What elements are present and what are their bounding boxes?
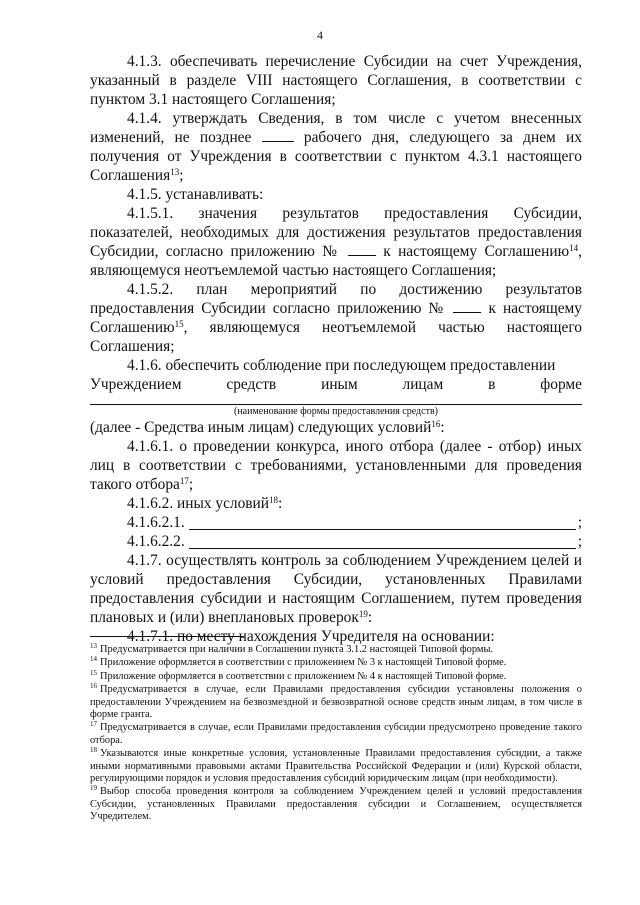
clause-4-1-6-2-1: 4.1.6.2.1. ; bbox=[127, 514, 582, 531]
footnote: $^{18}$ Указываются иные конкретные условия, установленные Правилами предоставления субсидии, а также иными нормативными правовыми актами Правительства Российской Федерации и (или) Курской области, регулирующими порядок и условия предоставления субсидий юридическим лицам (при необходимости). bbox=[90, 746, 582, 785]
annex-number-blank[interactable] bbox=[348, 243, 376, 256]
page-number: 4 bbox=[317, 28, 323, 42]
footnote-separator bbox=[90, 636, 244, 637]
footnote-ref: 14 bbox=[569, 243, 579, 253]
clause-4-1-6-2: 4.1.6.2. иных условий$^{18}$: bbox=[127, 495, 283, 512]
footnotes bbox=[90, 644, 582, 825]
footnote-ref: 13 bbox=[170, 167, 180, 177]
footnote: $^{15}$ Приложение оформляется в соответствии с приложением № 4 к настоящей Типовой форме. bbox=[90, 668, 507, 682]
days-blank[interactable] bbox=[262, 129, 294, 142]
footnote: $^{14}$ Приложение оформляется в соответствии с приложением № 3 к настоящей Типовой форме. bbox=[90, 655, 507, 669]
clause-4-1-7-1: 4.1.7.1. по месту нахождения Учредителя на основании: bbox=[127, 628, 495, 645]
clause-4-1-4: 4.1.4. утверждать Сведения, в том числе с учетом внесенных изменений, не позднее рабочего дня, следующего за днем их получения от Учреждения в соответствии с пунктом 4.3.1 настоящего Соглашения$^{13}$; bbox=[90, 110, 582, 184]
clause-4-1-3: 4.1.3. обеспечивать перечисление Субсидии на счет Учреждения, указанный в разделе VIII настоящего Соглашения, в соответствии с пунктом 3.1 настоящего Соглашения; bbox=[90, 53, 582, 108]
annex-number-blank[interactable] bbox=[453, 300, 481, 313]
clause-4-1-6: 4.1.6. обеспечить соблюдение при последующем предоставлении Учреждением средств иным лицам в форме (наименование формы предоставления средств) (далее - Средства иным лицам) следующих условий$^{16}$: bbox=[90, 357, 582, 436]
footnote: $^{16}$ Предусматривается в случае, если Правилами предоставления субсидии установлены положения о предоставлении Учреждением на безвозмездной и безвозвратной основе средств иным лицам, в том числе в форме гранта. bbox=[90, 682, 582, 721]
footnote-ref: 16 bbox=[431, 419, 441, 429]
footnote: $^{19}$ Выбор способа проведения контроля за соблюдением Учреждением целей и условий предоставления Субсидии, установленных Правилами предоставления субсидии и Соглашением, осуществляется Учредителем. bbox=[90, 784, 582, 823]
clause-4-1-7: 4.1.7. осуществлять контроль за соблюдением Учреждением целей и условий предоставления Субсидии, установленных Правилами предоставления субсидии и настоящим Соглашением, путем проведения плановых и (или) внеплановых проверок$^{19}$: bbox=[90, 552, 582, 626]
form-name-field-caption[interactable]: (наименование формы предоставления средств) bbox=[90, 404, 582, 418]
condition-input-line[interactable] bbox=[189, 535, 576, 549]
clause-4-1-5-1: 4.1.5.1. значения результатов предоставления Субсидии, показателей, необходимых для достижения результатов предоставления Субсидии, согласно приложению № к настоящему Соглашению$^{14}$, являющемуся неотъемлемой частью настоящего Соглашения; bbox=[90, 205, 582, 279]
footnote-ref: 15 bbox=[174, 319, 184, 329]
footnote-ref: 18 bbox=[269, 495, 279, 505]
clause-4-1-6-2-2: 4.1.6.2.2. ; bbox=[127, 533, 582, 550]
footnote: $^{17}$ Предусматривается в случае, если Правилами предоставления субсидии предусмотрено проведение такого отбора. bbox=[90, 720, 582, 746]
clause-4-1-5: 4.1.5. устанавливать: bbox=[127, 186, 264, 203]
agreement-body bbox=[90, 52, 582, 646]
condition-input-line[interactable] bbox=[189, 516, 576, 530]
footnote-ref: 17 bbox=[179, 476, 189, 486]
clause-4-1-6-1: 4.1.6.1. о проведении конкурса, иного отбора (далее - отбор) иных лиц в соответствии с требованиями, установленными для проведения такого отбора$^{17}$; bbox=[90, 438, 582, 493]
footnote: $^{13}$ Предусматривается при наличии в Соглашении пункта 3.1.2 настоящей Типовой формы. bbox=[90, 642, 494, 655]
clause-4-1-5-2: 4.1.5.2. план мероприятий по достижению результатов предоставления Субсидии согласно приложению № к настоящему Соглашению$^{15}$, являющемуся неотъемлемой частью настоящего Соглашения; bbox=[90, 281, 582, 355]
footnote-ref: 19 bbox=[358, 609, 368, 619]
clause-4-1-6-line2: Учреждением средств иным лицам в форме bbox=[90, 376, 582, 393]
